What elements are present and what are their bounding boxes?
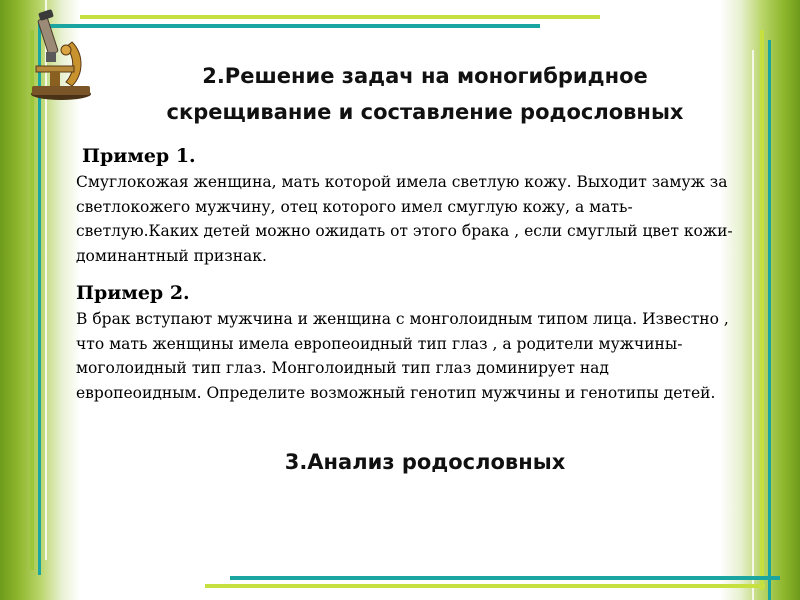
frame-line-bottom-teal [230,576,780,580]
microscope-icon [26,8,96,102]
frame-line-top-lime [80,15,600,19]
example2-heading: Пример 2. [76,282,190,304]
frame-line-left-green [30,30,34,570]
title-line-2: скрещивание и составление родословных [166,100,684,124]
frame-line-right-teal [768,40,771,600]
frame-line-top-teal [40,24,540,28]
example1-heading: Пример 1. [82,145,196,167]
frame-line-left-teal [38,20,41,575]
frame-line-right-lime [760,30,764,590]
section-subtitle: 3.Анализ родословных [284,450,566,474]
frame-line-bottom-lime [205,584,765,588]
example2-text: В брак вступают мужчина и женщина с монголоидным типом лица. Известно , что мать женщины имела европеоидный тип глаз , а родители мужчины- моголоидный тип глаз. Монголоидный тип глаз доминирует над европеоидным. Определите возможный генотип мужчины и генотипы детей. [76,310,729,402]
title-line-1: 2.Решение задач на моногибридное [202,64,648,88]
frame-line-right-white [752,50,754,600]
slide-title [100,58,750,130]
example1-text: Смуглокожая женщина, мать которой имела светлую кожу. Выходит замуж за светлокожего мужчину, отец которого имел смуглую кожу, а мать- светлую.Каких детей можно ожидать от этого брака , если смуглый цвет кожи- доминантный признак. [76,173,733,265]
